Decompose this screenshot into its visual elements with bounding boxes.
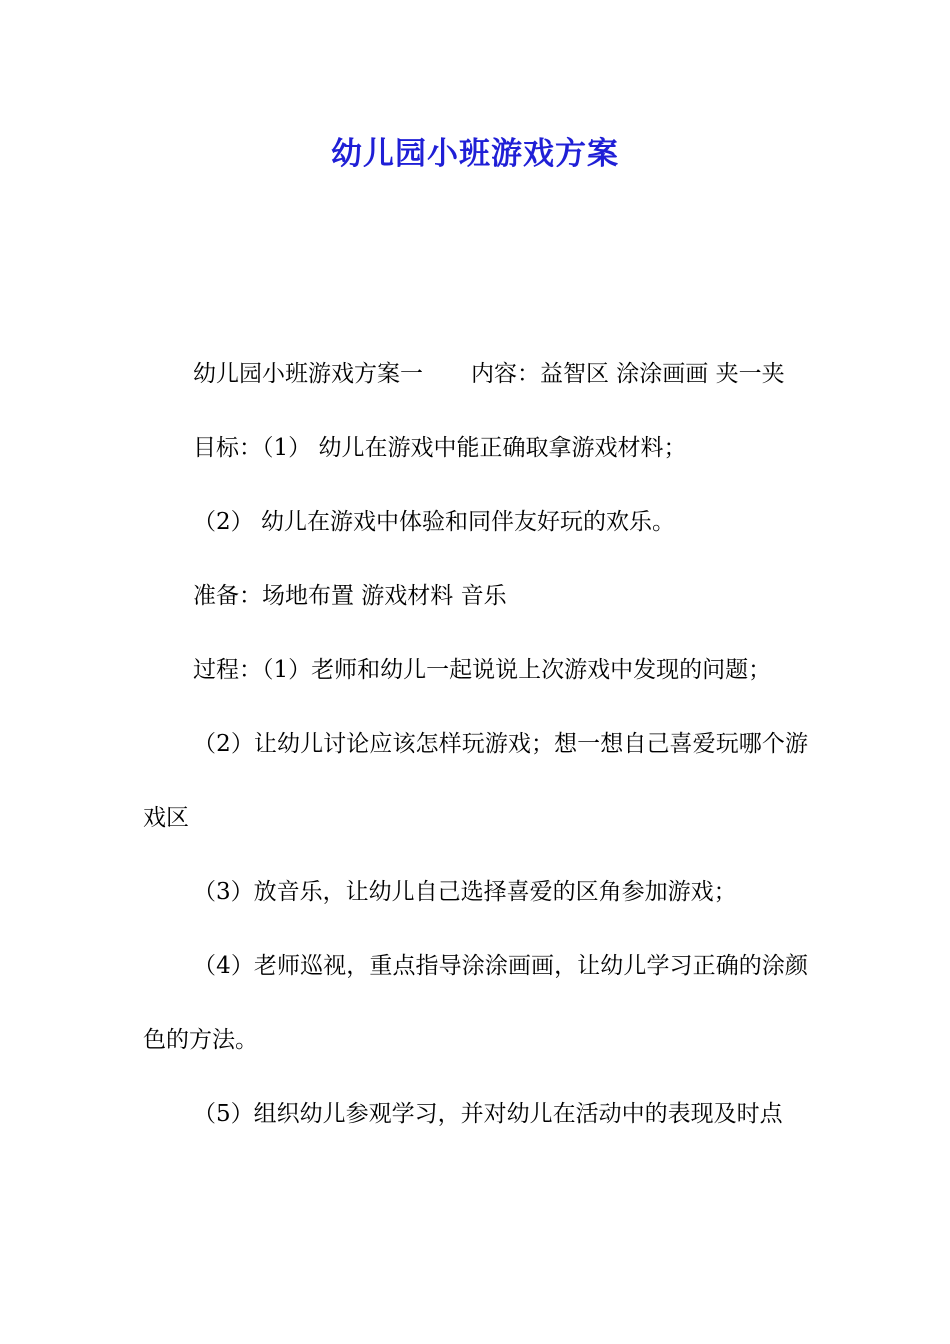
content-line: 内容：益智区 涂涂画画 夹一夹 [471,361,785,387]
paragraph-preparation: 准备：场地布置 游戏材料 音乐 [193,583,507,609]
plan-heading: 幼儿园小班游戏方案一 [193,361,423,387]
document-title: 幼儿园小班游戏方案 [331,136,619,172]
paragraph-process-4: （4）老师巡视，重点指导涂涂画画，让幼儿学习正确的涂颜色的方法。 [143,953,808,1053]
paragraph-process-5: （5）组织幼儿参观学习，并对幼儿在活动中的表现及时点 [193,1101,783,1127]
paragraph-intro [143,337,808,411]
paragraph-process-3: （3）放音乐，让幼儿自己选择喜爱的区角参加游戏； [193,879,737,905]
paragraph-process-2: （2）让幼儿讨论应该怎样玩游戏；想一想自己喜爱玩哪个游戏区 [143,731,808,831]
document-body [143,337,808,1151]
paragraph-process-1: 过程：（1）老师和幼儿一起说说上次游戏中发现的问题； [193,657,772,683]
paragraph-goal-2: （2） 幼儿在游戏中体验和同伴友好玩的欢乐。 [193,509,675,535]
paragraph-goal-1: 目标：（1） 幼儿在游戏中能正确取拿游戏材料； [193,435,687,461]
